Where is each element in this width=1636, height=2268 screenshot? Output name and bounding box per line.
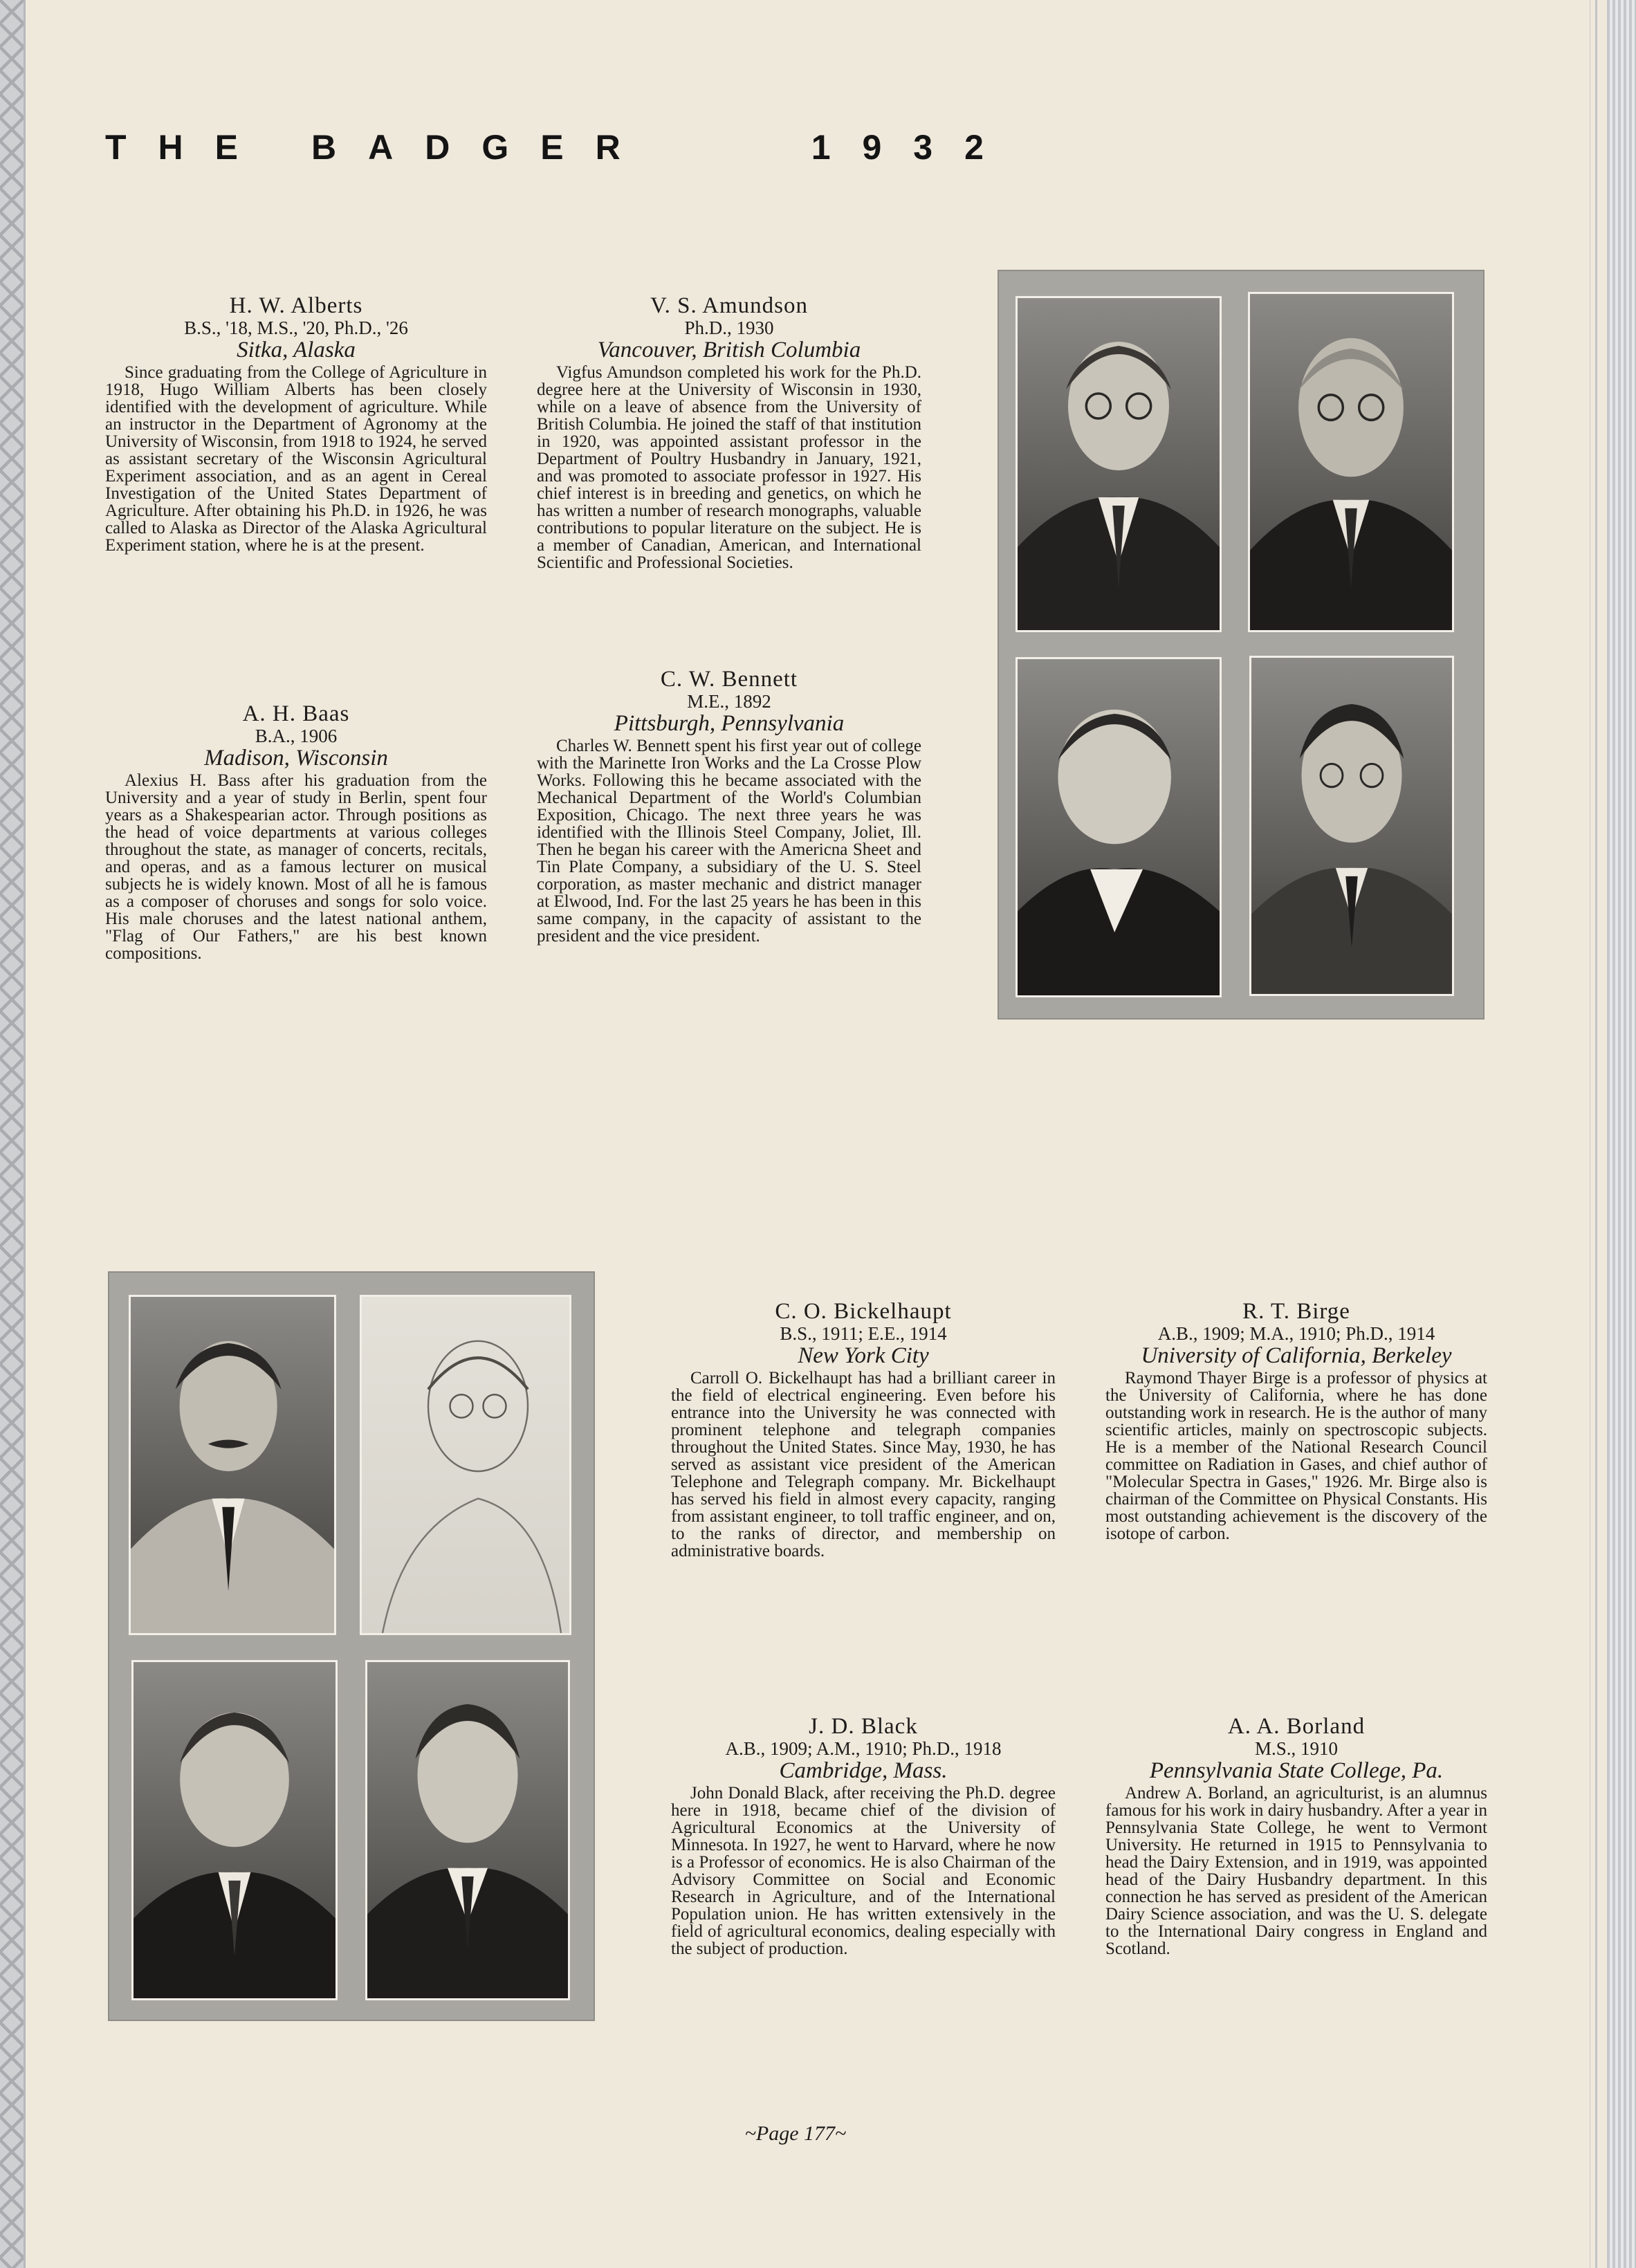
header-word-badger: BADGER (311, 128, 652, 167)
entry-name: A. A. Borland (1227, 1714, 1366, 1739)
entry-place: Pennsylvania State College, Pa. (1149, 1758, 1444, 1783)
entry-name: J. D. Black (809, 1714, 918, 1739)
entry-name: H. W. Alberts (229, 293, 363, 318)
entry-bio: Alexius H. Bass after his graduation from the University and a year of study in Berlin, spent four years as a Shakespearian actor. Through positions as the head of voice departments at various colleges throughout the state, as manager of concerts, recitals, and operas, and as a famous lecturer on musical subjects he is widely known. Most of all he is famous as a composer of choruses and songs for solo voice. His male choruses and the latest national anthem, "Flag of Our Fathers," are his best known compositions. (105, 771, 487, 963)
page-number: ~Page 177~ (744, 2122, 847, 2145)
border-rule-right (1595, 0, 1597, 2268)
portrait-photo (1015, 657, 1222, 997)
entry-degree: A.B., 1909; A.M., 1910; Ph.D., 1918 (725, 1738, 1002, 1759)
entry-black (671, 1714, 1056, 1957)
decorative-border-right (1607, 0, 1636, 2268)
entry-degree: B.S., '18, M.S., '20, Ph.D., '26 (184, 317, 408, 338)
entry-degree: A.B., 1909; M.A., 1910; Ph.D., 1914 (1157, 1323, 1435, 1344)
header-word-the: THE (105, 128, 270, 167)
entry-name: C. W. Bennett (660, 667, 798, 692)
portrait-photo (129, 1295, 336, 1635)
portrait-photo (131, 1660, 338, 2000)
entry-borland (1105, 1714, 1487, 1957)
entry-bio: Andrew A. Borland, an agriculturist, is an alumnus famous for his work in dairy husbandry. After a year in Pennsylvania State College, he went to Vermont University. He returned in 1915 to Pennsylvania to head the Dairy Extension, and in 1919, was appointed head of the Dairy Husbandry department. In this connection he has served as president of the American Dairy Science association, and was the U. S. delegate to the International Dairy congress in England and Scotland. (1105, 1784, 1487, 1958)
running-header (105, 127, 1015, 167)
entry-bickelhaupt (671, 1299, 1056, 1560)
portrait-photo (1248, 292, 1454, 632)
entry-bio: John Donald Black, after receiving the Ph.D. degree here in 1918, became chief of the division of Agricultural Economics at the University of Minnesota. In 1927, he went to Harvard, where he now is a Professor of economics. He is also Chairman of the Advisory Committee on Social and Economic Research in Agriculture, and of the International Population union. He has written extensively in the field of agricultural economics, dealing especially with the subject of production. (671, 1784, 1056, 1958)
portrait-group-top (998, 270, 1485, 1020)
entry-place: Cambridge, Mass. (779, 1758, 948, 1783)
entry-bio: Carroll O. Bickelhaupt has had a brilliant career in the field of electrical engineering. Even before his entrance into the University he was connected with prominent telephone and telegraph companies throughout the United States. Since May, 1930, he has served as assistant vice president of the American Telephone and Telegraph company. Mr. Bickelhaupt has served his field in almost every capacity, ranging from assistant engineer, to toll traffic engineer, and on, to the ranks of director, and membership on administrative boards. (671, 1369, 1056, 1560)
entry-name: A. H. Baas (242, 701, 350, 726)
entry-birge (1105, 1299, 1487, 1542)
entry-place: Pittsburgh, Pennsylvania (614, 711, 845, 736)
entry-bio: Raymond Thayer Birge is a professor of physics at the University of California, where he has done outstanding work in research. He is the author of many scientific articles, mainly on spectroscopic subjects. He is a member of the National Research Council committee on Radiation in Gases, and chief author of "Molecular Spectra in Gases," 1926. Mr. Birge also is chairman of the Committee on Physical Constants. His most outstanding achievement is the discovery of the isotope of carbon. (1105, 1369, 1487, 1543)
entry-place: New York City (798, 1343, 929, 1368)
entry-degree: Ph.D., 1930 (684, 317, 774, 338)
entry-name: C. O. Bickelhaupt (775, 1299, 952, 1324)
border-rule-left (24, 0, 26, 2268)
entry-degree: B.A., 1906 (255, 726, 338, 746)
entry-degree: M.S., 1910 (1254, 1738, 1339, 1759)
entry-alberts (105, 293, 487, 554)
entry-bennett (537, 667, 921, 945)
entry-baas (105, 701, 487, 962)
entry-place: Sitka, Alaska (237, 338, 356, 362)
entry-bio: Since graduating from the College of Agriculture in 1918, Hugo William Alberts has been closely identified with the development of agriculture. While an instructor in the Department of Agronomy at the University of Wisconsin, from 1918 to 1924, he served as assistant secretary of the Wisconsin Agricultural Experiment association, and as an agent in Cereal Investigation of the United States Department of Agriculture. After obtaining his Ph.D. in 1926, he was called to Alaska as Director of the Alaska Agricultural Experiment station, where he is at the present. (105, 363, 487, 555)
entry-place: University of California, Berkeley (1141, 1343, 1452, 1368)
entry-name: V. S. Amundson (650, 293, 808, 318)
portrait-group-bottom (108, 1271, 595, 2021)
entry-amundson (537, 293, 921, 571)
entry-bio: Vigfus Amundson completed his work for the Ph.D. degree here at the University of Wisconsin in 1930, while on a leave of absence from the University of British Columbia. He joined the staff of that institution in 1920, was appointed assistant professor in the Department of Poultry Husbandry in January, 1921, and was promoted to associate professor in 1927. His chief interest is in breeding and genetics, on which he has written a number of research monographs, valuable contributions to popular literature on the subject. He is a member of Canadian, American, and International Scientific and Professional Societies. (537, 363, 921, 572)
header-year: 1932 (811, 128, 1015, 167)
portrait-photo (1249, 656, 1454, 996)
entry-place: Vancouver, British Columbia (597, 338, 861, 362)
portrait-sketch (360, 1295, 571, 1635)
entry-degree: B.S., 1911; E.E., 1914 (780, 1323, 947, 1344)
entry-bio: Charles W. Bennett spent his first year out of college with the Marinette Iron Works and the La Crosse Plow Works. Following this he became associated with the Mechanical Department of the World's Columbian Exposition, Chicago. The next three years he was identified with the Illinois Steel Company, Joliet, Ill. Then he began his career with the Americna Sheet and Tin Plate Company, a subsidiary of the U. S. Steel corporation, as master mechanic and district manager at Elwood, Ind. For the last 25 years he has been in this same company, in the capacity of assistant to the president and the vice president. (537, 737, 921, 946)
entry-name: R. T. Birge (1242, 1299, 1350, 1324)
entry-degree: M.E., 1892 (687, 691, 771, 712)
entry-place: Madison, Wisconsin (204, 746, 388, 771)
portrait-photo (1015, 296, 1222, 632)
decorative-border-left (0, 0, 24, 2268)
portrait-photo (365, 1660, 570, 2000)
